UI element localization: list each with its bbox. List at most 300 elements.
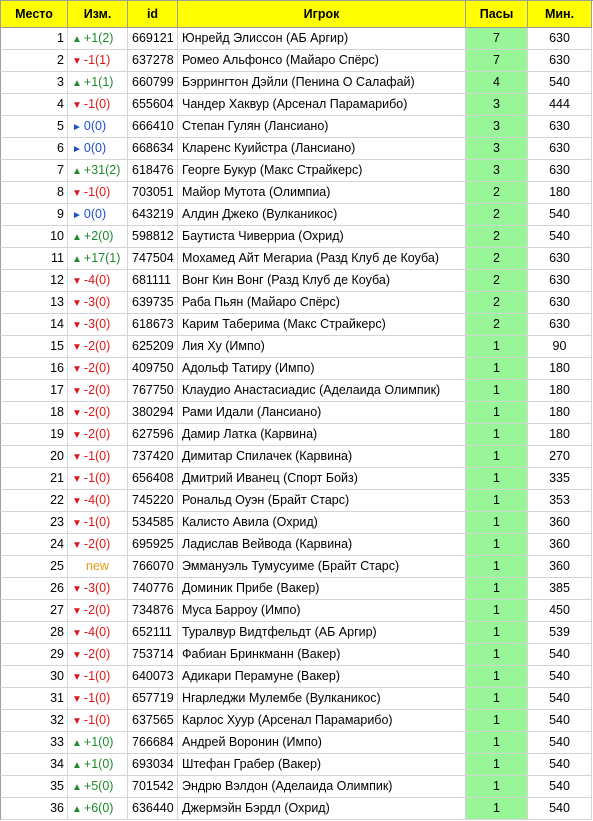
id-cell[interactable]: 766070 bbox=[128, 556, 178, 578]
assists-cell[interactable]: 1 bbox=[466, 798, 528, 820]
change-value: -1(1) bbox=[83, 53, 111, 67]
triangle-up-icon: ▲ bbox=[72, 804, 82, 815]
assists-cell[interactable]: 1 bbox=[466, 380, 528, 402]
assists-cell[interactable]: 1 bbox=[466, 644, 528, 666]
id-cell[interactable]: 534585 bbox=[128, 512, 178, 534]
player-cell[interactable]: Штефан Грабер (Вакер) bbox=[178, 754, 466, 776]
change-value: +1(2) bbox=[83, 31, 114, 45]
change-cell[interactable] bbox=[68, 754, 128, 776]
triangle-down-icon: ▼ bbox=[72, 276, 82, 287]
change-cell[interactable] bbox=[68, 336, 128, 358]
triangle-up-icon: ▲ bbox=[72, 254, 82, 265]
place-cell[interactable]: 2 bbox=[0, 50, 68, 72]
player-cell[interactable]: Карим Таберима (Макс Страйкерс) bbox=[178, 314, 466, 336]
triangle-right-icon: ► bbox=[72, 122, 82, 133]
id-cell[interactable]: 745220 bbox=[128, 490, 178, 512]
minutes-cell[interactable]: 335 bbox=[528, 468, 592, 490]
id-cell[interactable]: 637565 bbox=[128, 710, 178, 732]
id-cell[interactable]: 693034 bbox=[128, 754, 178, 776]
id-cell[interactable]: 380294 bbox=[128, 402, 178, 424]
change-cell[interactable] bbox=[68, 138, 128, 160]
assists-cell[interactable]: 2 bbox=[466, 314, 528, 336]
triangle-up-icon: ▲ bbox=[72, 34, 82, 45]
assists-cell[interactable]: 1 bbox=[466, 490, 528, 512]
table-row[interactable] bbox=[0, 160, 593, 182]
minutes-cell[interactable]: 180 bbox=[528, 402, 592, 424]
minutes-cell[interactable]: 385 bbox=[528, 578, 592, 600]
place-cell[interactable]: 28 bbox=[0, 622, 68, 644]
minutes-cell[interactable]: 630 bbox=[528, 28, 592, 50]
place-cell[interactable]: 25 bbox=[0, 556, 68, 578]
place-cell[interactable]: 8 bbox=[0, 182, 68, 204]
change-value: -2(0) bbox=[83, 383, 111, 397]
minutes-cell[interactable]: 270 bbox=[528, 446, 592, 468]
id-cell[interactable]: 618476 bbox=[128, 160, 178, 182]
assists-cell[interactable]: 1 bbox=[466, 578, 528, 600]
id-cell[interactable]: 618673 bbox=[128, 314, 178, 336]
table-row[interactable] bbox=[0, 28, 593, 50]
minutes-cell[interactable]: 540 bbox=[528, 72, 592, 94]
minutes-cell[interactable]: 540 bbox=[528, 798, 592, 820]
assists-cell[interactable]: 2 bbox=[466, 226, 528, 248]
player-cell[interactable]: Туралвур Видтфельдт (АБ Аргир) bbox=[178, 622, 466, 644]
id-cell[interactable]: 639735 bbox=[128, 292, 178, 314]
triangle-down-icon: ▼ bbox=[72, 298, 82, 309]
triangle-down-icon: ▼ bbox=[72, 672, 82, 683]
assists-cell[interactable]: 1 bbox=[466, 402, 528, 424]
triangle-down-icon: ▼ bbox=[72, 320, 82, 331]
player-cell[interactable]: Эммануэль Тумусуиме (Брайт Старс) bbox=[178, 556, 466, 578]
triangle-down-icon: ▼ bbox=[72, 474, 82, 485]
place-cell[interactable]: 1 bbox=[0, 28, 68, 50]
assists-cell[interactable]: 3 bbox=[466, 160, 528, 182]
minutes-cell[interactable]: 90 bbox=[528, 336, 592, 358]
assists-cell[interactable]: 1 bbox=[466, 754, 528, 776]
assists-cell[interactable]: 2 bbox=[466, 204, 528, 226]
place-cell[interactable]: 35 bbox=[0, 776, 68, 798]
change-cell[interactable] bbox=[68, 622, 128, 644]
table-row[interactable] bbox=[0, 94, 593, 116]
change-value: -1(0) bbox=[83, 669, 111, 683]
player-cell[interactable]: Бэррингтон Дэйли (Пенина О Салафай) bbox=[178, 72, 466, 94]
change-cell[interactable] bbox=[68, 402, 128, 424]
player-cell[interactable]: Георге Букур (Макс Страйкерс) bbox=[178, 160, 466, 182]
change-value: -2(0) bbox=[83, 603, 111, 617]
table-row[interactable] bbox=[0, 424, 593, 446]
player-cell[interactable]: Нгарледжи Мулембе (Вулканикос) bbox=[178, 688, 466, 710]
change-value: +2(0) bbox=[83, 229, 114, 243]
place-cell[interactable]: 19 bbox=[0, 424, 68, 446]
place-cell[interactable]: 22 bbox=[0, 490, 68, 512]
header-place[interactable]: Место bbox=[0, 1, 68, 28]
change-value: -1(0) bbox=[83, 449, 111, 463]
minutes-cell[interactable]: 540 bbox=[528, 644, 592, 666]
assists-cell[interactable]: 1 bbox=[466, 512, 528, 534]
triangle-up-icon: ▲ bbox=[72, 232, 82, 243]
id-cell[interactable]: 660799 bbox=[128, 72, 178, 94]
id-cell[interactable]: 656408 bbox=[128, 468, 178, 490]
id-cell[interactable]: 737420 bbox=[128, 446, 178, 468]
table-row[interactable] bbox=[0, 226, 593, 248]
player-cell[interactable]: Лия Ху (Импо) bbox=[178, 336, 466, 358]
change-value: 0(0) bbox=[83, 119, 107, 133]
triangle-down-icon: ▼ bbox=[72, 342, 82, 353]
player-cell[interactable]: Мохамед Айт Мегариа (Разд Клуб де Коуба) bbox=[178, 248, 466, 270]
player-cell[interactable]: Муса Барроу (Импо) bbox=[178, 600, 466, 622]
header-id[interactable]: id bbox=[128, 1, 178, 28]
id-cell[interactable]: 625209 bbox=[128, 336, 178, 358]
place-cell[interactable]: 29 bbox=[0, 644, 68, 666]
minutes-cell[interactable]: 540 bbox=[528, 226, 592, 248]
change-cell[interactable] bbox=[68, 798, 128, 820]
table-row[interactable] bbox=[0, 556, 593, 578]
table-row[interactable] bbox=[0, 468, 593, 490]
player-cell[interactable]: Адикари Перамуне (Вакер) bbox=[178, 666, 466, 688]
player-cell[interactable]: Степан Гулян (Лансиано) bbox=[178, 116, 466, 138]
table-row[interactable] bbox=[0, 600, 593, 622]
minutes-cell[interactable]: 540 bbox=[528, 754, 592, 776]
id-cell[interactable]: 695925 bbox=[128, 534, 178, 556]
place-cell[interactable]: 4 bbox=[0, 94, 68, 116]
place-cell[interactable]: 10 bbox=[0, 226, 68, 248]
id-cell[interactable]: 668634 bbox=[128, 138, 178, 160]
table-body bbox=[0, 28, 593, 820]
assists-cell[interactable]: 7 bbox=[466, 50, 528, 72]
header-player[interactable]: Игрок bbox=[178, 1, 466, 28]
id-cell[interactable]: 681111 bbox=[128, 270, 178, 292]
player-cell[interactable]: Клаудио Анастасиадис (Аделаида Олимпик) bbox=[178, 380, 466, 402]
player-cell[interactable]: Карлос Хуур (Арсенал Парамарибо) bbox=[178, 710, 466, 732]
minutes-cell[interactable]: 630 bbox=[528, 116, 592, 138]
minutes-cell[interactable]: 630 bbox=[528, 270, 592, 292]
minutes-cell[interactable]: 630 bbox=[528, 160, 592, 182]
player-cell[interactable]: Адольф Татиру (Импо) bbox=[178, 358, 466, 380]
assists-cell[interactable]: 1 bbox=[466, 600, 528, 622]
id-cell[interactable]: 598812 bbox=[128, 226, 178, 248]
triangle-up-icon: ▲ bbox=[72, 166, 82, 177]
change-value: -2(0) bbox=[83, 647, 111, 661]
minutes-cell[interactable]: 180 bbox=[528, 182, 592, 204]
assists-cell[interactable]: 1 bbox=[466, 666, 528, 688]
place-cell[interactable]: 14 bbox=[0, 314, 68, 336]
assists-cell[interactable]: 1 bbox=[466, 688, 528, 710]
table-row[interactable] bbox=[0, 512, 593, 534]
change-cell[interactable] bbox=[68, 688, 128, 710]
place-cell[interactable]: 11 bbox=[0, 248, 68, 270]
change-value: +17(1) bbox=[83, 251, 121, 265]
change-cell[interactable] bbox=[68, 116, 128, 138]
header-change[interactable]: Изм. bbox=[68, 1, 128, 28]
table-row[interactable] bbox=[0, 776, 593, 798]
player-cell[interactable]: Доминик Прибе (Вакер) bbox=[178, 578, 466, 600]
change-cell[interactable] bbox=[68, 292, 128, 314]
player-cell[interactable]: Фабиан Бринкманн (Вакер) bbox=[178, 644, 466, 666]
place-cell[interactable]: 6 bbox=[0, 138, 68, 160]
player-cell[interactable]: Андрей Воронин (Импо) bbox=[178, 732, 466, 754]
change-cell[interactable] bbox=[68, 72, 128, 94]
player-cell[interactable]: Кларенс Куийстра (Лансиано) bbox=[178, 138, 466, 160]
change-cell[interactable] bbox=[68, 556, 128, 578]
table-row[interactable] bbox=[0, 402, 593, 424]
place-cell[interactable]: 18 bbox=[0, 402, 68, 424]
place-cell[interactable]: 36 bbox=[0, 798, 68, 820]
id-cell[interactable]: 703051 bbox=[128, 182, 178, 204]
assists-cell[interactable]: 1 bbox=[466, 446, 528, 468]
table-row[interactable] bbox=[0, 204, 593, 226]
triangle-up-icon: ▲ bbox=[72, 782, 82, 793]
place-cell[interactable]: 9 bbox=[0, 204, 68, 226]
place-cell[interactable]: 20 bbox=[0, 446, 68, 468]
place-cell[interactable]: 30 bbox=[0, 666, 68, 688]
place-cell[interactable]: 7 bbox=[0, 160, 68, 182]
change-cell[interactable] bbox=[68, 226, 128, 248]
change-value: +5(0) bbox=[83, 779, 114, 793]
minutes-cell[interactable]: 540 bbox=[528, 204, 592, 226]
change-cell[interactable] bbox=[68, 424, 128, 446]
assists-cell[interactable]: 3 bbox=[466, 116, 528, 138]
change-value: 0(0) bbox=[83, 141, 107, 155]
id-cell[interactable]: 657719 bbox=[128, 688, 178, 710]
place-cell[interactable]: 3 bbox=[0, 72, 68, 94]
id-cell[interactable]: 734876 bbox=[128, 600, 178, 622]
minutes-cell[interactable]: 180 bbox=[528, 424, 592, 446]
change-cell[interactable] bbox=[68, 358, 128, 380]
triangle-down-icon: ▼ bbox=[72, 540, 82, 551]
assists-cell[interactable]: 2 bbox=[466, 292, 528, 314]
change-value: -1(0) bbox=[83, 515, 111, 529]
place-cell[interactable]: 27 bbox=[0, 600, 68, 622]
header-assists[interactable]: Пасы bbox=[466, 1, 528, 28]
assists-cell[interactable]: 1 bbox=[466, 556, 528, 578]
player-cell[interactable]: Калисто Авила (Охрид) bbox=[178, 512, 466, 534]
minutes-cell[interactable]: 360 bbox=[528, 512, 592, 534]
table-row[interactable] bbox=[0, 578, 593, 600]
change-cell[interactable] bbox=[68, 204, 128, 226]
triangle-right-icon: ► bbox=[72, 210, 82, 221]
minutes-cell[interactable]: 539 bbox=[528, 622, 592, 644]
place-cell[interactable]: 17 bbox=[0, 380, 68, 402]
table-row[interactable] bbox=[0, 116, 593, 138]
place-cell[interactable]: 24 bbox=[0, 534, 68, 556]
player-cell[interactable]: Вонг Кин Вонг (Разд Клуб де Коуба) bbox=[178, 270, 466, 292]
assists-cell[interactable]: 2 bbox=[466, 270, 528, 292]
id-cell[interactable]: 652111 bbox=[128, 622, 178, 644]
id-cell[interactable]: 643219 bbox=[128, 204, 178, 226]
minutes-cell[interactable]: 630 bbox=[528, 292, 592, 314]
minutes-cell[interactable]: 630 bbox=[528, 138, 592, 160]
assists-cell[interactable]: 1 bbox=[466, 358, 528, 380]
player-cell[interactable]: Димитар Спилачек (Карвина) bbox=[178, 446, 466, 468]
table-row[interactable] bbox=[0, 50, 593, 72]
player-cell[interactable]: Дамир Латка (Карвина) bbox=[178, 424, 466, 446]
assists-cell[interactable]: 2 bbox=[466, 182, 528, 204]
change-cell[interactable] bbox=[68, 50, 128, 72]
change-cell[interactable] bbox=[68, 710, 128, 732]
id-cell[interactable]: 766684 bbox=[128, 732, 178, 754]
minutes-cell[interactable]: 180 bbox=[528, 358, 592, 380]
assists-cell[interactable]: 1 bbox=[466, 622, 528, 644]
player-cell[interactable]: Майор Мутота (Олимпиа) bbox=[178, 182, 466, 204]
id-cell[interactable]: 666410 bbox=[128, 116, 178, 138]
assists-cell[interactable]: 1 bbox=[466, 776, 528, 798]
place-cell[interactable]: 21 bbox=[0, 468, 68, 490]
id-cell[interactable]: 636440 bbox=[128, 798, 178, 820]
player-cell[interactable]: Рональд Оуэн (Брайт Старс) bbox=[178, 490, 466, 512]
minutes-cell[interactable]: 360 bbox=[528, 556, 592, 578]
player-cell[interactable]: Алдин Джеко (Вулканикос) bbox=[178, 204, 466, 226]
id-cell[interactable]: 767750 bbox=[128, 380, 178, 402]
player-cell[interactable]: Ромео Альфонсо (Майаро Спёрс) bbox=[178, 50, 466, 72]
player-cell[interactable]: Баутиста Чиверриа (Охрид) bbox=[178, 226, 466, 248]
table-row[interactable] bbox=[0, 336, 593, 358]
player-cell[interactable]: Чандер Хаквур (Арсенал Парамарибо) bbox=[178, 94, 466, 116]
change-cell[interactable] bbox=[68, 314, 128, 336]
assists-cell[interactable]: 1 bbox=[466, 424, 528, 446]
table-row[interactable] bbox=[0, 644, 593, 666]
table-row[interactable] bbox=[0, 72, 593, 94]
id-cell[interactable]: 740776 bbox=[128, 578, 178, 600]
id-cell[interactable]: 409750 bbox=[128, 358, 178, 380]
table-row[interactable] bbox=[0, 446, 593, 468]
change-cell[interactable] bbox=[68, 600, 128, 622]
change-value: -2(0) bbox=[83, 339, 111, 353]
table-row[interactable] bbox=[0, 138, 593, 160]
id-cell[interactable]: 753714 bbox=[128, 644, 178, 666]
change-cell[interactable] bbox=[68, 270, 128, 292]
change-value: +6(0) bbox=[83, 801, 114, 815]
header-minutes[interactable]: Мин. bbox=[528, 1, 592, 28]
table-row[interactable] bbox=[0, 182, 593, 204]
minutes-cell[interactable]: 540 bbox=[528, 710, 592, 732]
change-cell[interactable] bbox=[68, 380, 128, 402]
change-value: +1(0) bbox=[83, 735, 114, 749]
change-value: -3(0) bbox=[83, 581, 111, 595]
change-cell[interactable] bbox=[68, 666, 128, 688]
change-cell[interactable] bbox=[68, 248, 128, 270]
table-row[interactable] bbox=[0, 270, 593, 292]
minutes-cell[interactable]: 540 bbox=[528, 688, 592, 710]
table-row[interactable] bbox=[0, 490, 593, 512]
id-cell[interactable]: 701542 bbox=[128, 776, 178, 798]
change-cell[interactable] bbox=[68, 644, 128, 666]
table-row[interactable] bbox=[0, 710, 593, 732]
id-cell[interactable]: 627596 bbox=[128, 424, 178, 446]
triangle-down-icon: ▼ bbox=[72, 496, 82, 507]
player-cell[interactable]: Раба Пьян (Майаро Спёрс) bbox=[178, 292, 466, 314]
triangle-down-icon: ▼ bbox=[72, 716, 82, 727]
change-cell[interactable] bbox=[68, 490, 128, 512]
id-cell[interactable]: 655604 bbox=[128, 94, 178, 116]
change-cell[interactable] bbox=[68, 534, 128, 556]
change-value: +31(2) bbox=[83, 163, 121, 177]
change-cell[interactable] bbox=[68, 160, 128, 182]
assists-cell[interactable]: 7 bbox=[466, 28, 528, 50]
player-cell[interactable]: Джермэйн Бэрдл (Охрид) bbox=[178, 798, 466, 820]
minutes-cell[interactable]: 540 bbox=[528, 666, 592, 688]
minutes-cell[interactable]: 180 bbox=[528, 380, 592, 402]
minutes-cell[interactable]: 630 bbox=[528, 50, 592, 72]
place-cell[interactable]: 26 bbox=[0, 578, 68, 600]
change-cell[interactable] bbox=[68, 28, 128, 50]
player-cell[interactable]: Эндрю Вэлдон (Аделаида Олимпик) bbox=[178, 776, 466, 798]
change-cell[interactable] bbox=[68, 578, 128, 600]
table-row[interactable] bbox=[0, 358, 593, 380]
change-value: -4(0) bbox=[83, 493, 111, 507]
assists-cell[interactable]: 1 bbox=[466, 534, 528, 556]
minutes-cell[interactable]: 630 bbox=[528, 314, 592, 336]
table-row[interactable] bbox=[0, 688, 593, 710]
change-cell[interactable] bbox=[68, 182, 128, 204]
place-cell[interactable]: 32 bbox=[0, 710, 68, 732]
id-cell[interactable]: 637278 bbox=[128, 50, 178, 72]
player-cell[interactable]: Ладислав Вейвода (Карвина) bbox=[178, 534, 466, 556]
table-row[interactable] bbox=[0, 754, 593, 776]
minutes-cell[interactable]: 450 bbox=[528, 600, 592, 622]
table-row[interactable] bbox=[0, 292, 593, 314]
change-cell[interactable] bbox=[68, 512, 128, 534]
assists-cell[interactable]: 1 bbox=[466, 710, 528, 732]
table-row[interactable] bbox=[0, 314, 593, 336]
change-value: -3(0) bbox=[83, 317, 111, 331]
assists-cell[interactable]: 1 bbox=[466, 468, 528, 490]
assists-cell[interactable]: 2 bbox=[466, 248, 528, 270]
table-row[interactable] bbox=[0, 380, 593, 402]
place-cell[interactable]: 34 bbox=[0, 754, 68, 776]
triangle-down-icon: ▼ bbox=[72, 430, 82, 441]
table-row[interactable] bbox=[0, 732, 593, 754]
table-row[interactable] bbox=[0, 622, 593, 644]
assists-cell[interactable]: 1 bbox=[466, 336, 528, 358]
place-cell[interactable]: 33 bbox=[0, 732, 68, 754]
minutes-cell[interactable]: 540 bbox=[528, 776, 592, 798]
change-cell[interactable] bbox=[68, 732, 128, 754]
minutes-cell[interactable]: 444 bbox=[528, 94, 592, 116]
id-cell[interactable]: 747504 bbox=[128, 248, 178, 270]
minutes-cell[interactable]: 360 bbox=[528, 534, 592, 556]
id-cell[interactable]: 669121 bbox=[128, 28, 178, 50]
table-row[interactable] bbox=[0, 666, 593, 688]
minutes-cell[interactable]: 630 bbox=[528, 248, 592, 270]
place-cell[interactable]: 31 bbox=[0, 688, 68, 710]
place-cell[interactable]: 23 bbox=[0, 512, 68, 534]
table-row[interactable] bbox=[0, 248, 593, 270]
place-cell[interactable]: 15 bbox=[0, 336, 68, 358]
id-cell[interactable]: 640073 bbox=[128, 666, 178, 688]
minutes-cell[interactable]: 353 bbox=[528, 490, 592, 512]
assists-cell[interactable]: 4 bbox=[466, 72, 528, 94]
assists-cell[interactable]: 3 bbox=[466, 138, 528, 160]
player-cell[interactable]: Рами Идали (Лансиано) bbox=[178, 402, 466, 424]
place-cell[interactable]: 12 bbox=[0, 270, 68, 292]
table-row[interactable] bbox=[0, 798, 593, 820]
table-row[interactable] bbox=[0, 534, 593, 556]
change-cell[interactable] bbox=[68, 776, 128, 798]
minutes-cell[interactable]: 540 bbox=[528, 732, 592, 754]
change-value: -2(0) bbox=[83, 361, 111, 375]
assists-cell[interactable]: 3 bbox=[466, 94, 528, 116]
change-cell[interactable] bbox=[68, 446, 128, 468]
place-cell[interactable]: 5 bbox=[0, 116, 68, 138]
change-cell[interactable] bbox=[68, 468, 128, 490]
change-cell[interactable] bbox=[68, 94, 128, 116]
change-value: 0(0) bbox=[83, 207, 107, 221]
triangle-down-icon: ▼ bbox=[72, 452, 82, 463]
assists-cell[interactable]: 1 bbox=[466, 732, 528, 754]
player-cell[interactable]: Юнрейд Элиссон (АБ Аргир) bbox=[178, 28, 466, 50]
place-cell[interactable]: 16 bbox=[0, 358, 68, 380]
place-cell[interactable]: 13 bbox=[0, 292, 68, 314]
player-cell[interactable]: Дмитрий Иванец (Спорт Бойз) bbox=[178, 468, 466, 490]
